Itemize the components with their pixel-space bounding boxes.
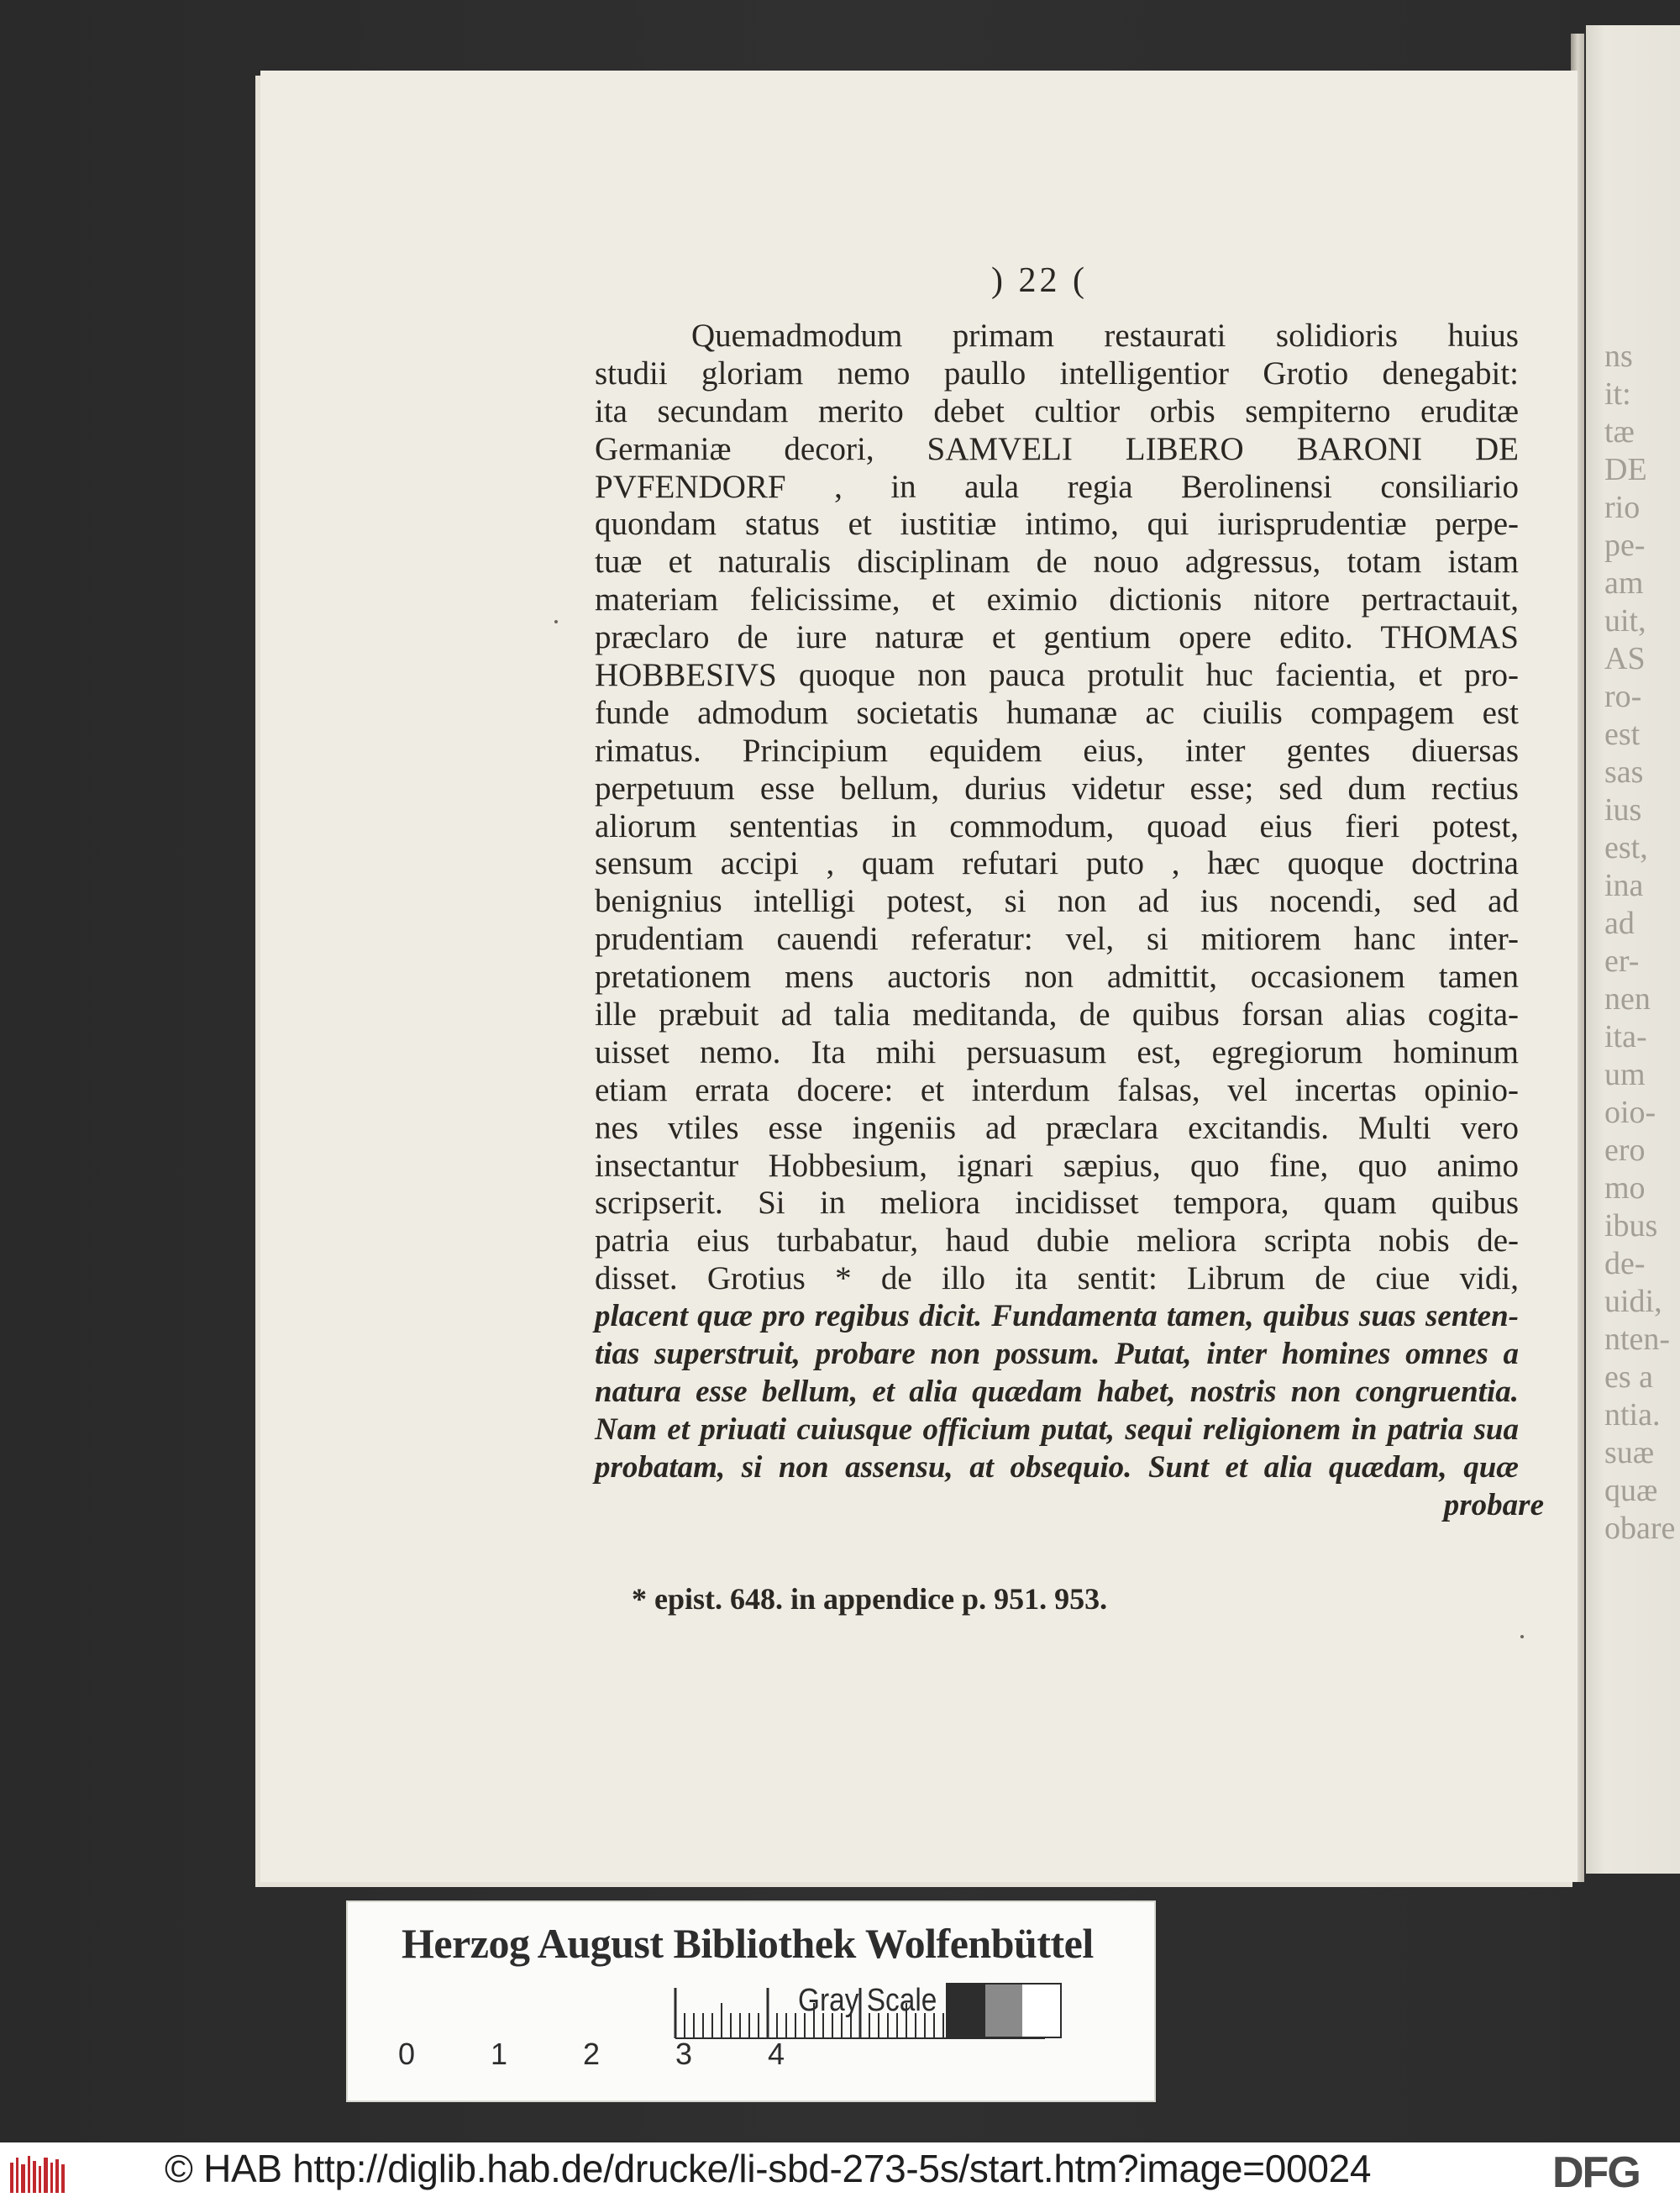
- grayscale-swatch: [948, 1985, 985, 2037]
- text-line: PVFENDORF , in aula regia Berolinensi consiliario: [595, 468, 1519, 505]
- text-line: patria eius turbabatur, haud dubie meliora scripta nobis de-: [595, 1222, 1519, 1259]
- page-number: ) 22 (: [991, 261, 1088, 300]
- text-line: tuæ et naturalis disciplinam de nouo adgressus, totam istam: [595, 544, 1519, 581]
- ink-speck: [554, 620, 558, 623]
- next-page-text-fragment: nen: [1604, 981, 1651, 1017]
- next-page-text-fragment: um: [1604, 1057, 1646, 1092]
- next-page-text-fragment: rio: [1604, 490, 1641, 525]
- next-page-text-fragment: am: [1604, 565, 1644, 601]
- next-page-text-fragment: est,: [1604, 830, 1648, 865]
- copyright-url[interactable]: © HAB http://diglib.hab.de/drucke/li-sbd-273-5s/start.htm?image=00024: [165, 2147, 1372, 2190]
- text-line: disset. Grotius * de illo ita sentit: Librum de ciue vidi,: [595, 1260, 1519, 1297]
- text-line: sensum accipi , quam refutari puto , hæc quoque doctrina: [595, 845, 1519, 882]
- text-line: probare: [1443, 1487, 1544, 1522]
- next-page-text-fragment: er-: [1604, 944, 1640, 979]
- grayscale-label: Gray Scale: [798, 1983, 937, 2018]
- grayscale-chart: [946, 1983, 1062, 2038]
- next-page-text-fragment: ns: [1604, 339, 1633, 374]
- next-page-text-fragment: ibus: [1604, 1208, 1658, 1243]
- next-page-text-fragment: suæ: [1604, 1435, 1655, 1470]
- text-line: ille præbuit ad talia meditanda, de quibus forsan alias cogita-: [595, 996, 1519, 1033]
- library-label: [346, 1900, 1156, 2102]
- next-page-text-fragment: AS: [1604, 641, 1646, 676]
- text-line: pretationem mens auctoris non admittit, occasionem tamen: [595, 959, 1519, 996]
- text-line: funde admodum societatis humanæ ac ciuilis compagem est: [595, 694, 1519, 731]
- text-line: præclaro de iure naturæ et gentium opere edito. THOMAS: [595, 619, 1519, 656]
- text-line: benignius intelligi potest, si non ad ius nocendi, sed ad: [595, 883, 1519, 920]
- text-line: rimatus. Principium equidem eius, inter gentes diuersas: [595, 732, 1519, 769]
- next-page-text-fragment: de-: [1604, 1246, 1646, 1281]
- text-line: materiam felicissime, et eximio dictionis nitore pertractauit,: [595, 581, 1519, 618]
- ruler-number: 3: [675, 2037, 693, 2071]
- next-page-text-fragment: est: [1604, 717, 1641, 752]
- ink-speck: [1520, 1635, 1524, 1638]
- next-page-text-fragment: sas: [1604, 754, 1644, 790]
- text-line: studii gloriam nemo paullo intelligentior Grotio denegabit:: [595, 355, 1519, 392]
- next-page-text-fragment: it:: [1604, 376, 1631, 412]
- library-name: Herzog August Bibliothek Wolfenbüttel: [402, 1920, 1094, 1967]
- next-page-text-fragment: uit,: [1604, 603, 1646, 639]
- text-line: etiam errata docere: et interdum falsas, vel incertas opinio-: [595, 1071, 1519, 1108]
- text-line: Quemadmodum primam restaurati solidioris huius: [691, 318, 1519, 354]
- text-line: aliorum sententias in commodum, quoad eius fieri potest,: [595, 807, 1519, 844]
- next-page-text-fragment: DE: [1604, 452, 1647, 487]
- next-page-text-fragment: ero: [1604, 1133, 1646, 1168]
- body-text: [595, 318, 1544, 1525]
- footnote: * epist. 648. in appendice p. 951. 953.: [632, 1582, 1108, 1616]
- hab-logo-icon: [8, 2154, 69, 2196]
- next-page-text-fragment: ad: [1604, 906, 1635, 941]
- next-page-text-fragment: nten-: [1604, 1322, 1671, 1357]
- dfg-logo: DFG: [1552, 2148, 1640, 2197]
- ruler-number: 4: [768, 2037, 785, 2071]
- text-line: quondam status et iustitiæ intimo, qui iurisprudentiæ perpe-: [595, 506, 1519, 543]
- footer-bar: [0, 2142, 1680, 2208]
- text-line: natura esse bellum, et alia quædam habet, nostris non congruentia.: [595, 1374, 1519, 1409]
- text-line: tias superstruit, probare non possum. Putat, inter homines omnes a: [595, 1337, 1519, 1372]
- next-page-text-fragment: oio-: [1604, 1095, 1656, 1130]
- next-page-text-fragment: ita-: [1604, 1019, 1647, 1054]
- next-page-text-fragment: ntia.: [1604, 1397, 1661, 1433]
- next-page-text-fragment: mo: [1604, 1170, 1646, 1206]
- next-page-text-fragment: es a: [1604, 1359, 1654, 1395]
- text-line: perpetuum esse bellum, durius videtur esse; sed dum rectius: [595, 770, 1519, 807]
- text-line: nes vtiles esse ingeniis ad præclara excitandis. Multi vero: [595, 1109, 1519, 1146]
- next-page-text-fragment: ina: [1604, 868, 1644, 903]
- next-page-text-fragment: tæ: [1604, 414, 1635, 449]
- ruler-number: 1: [491, 2037, 508, 2071]
- text-line: HOBBESIVS quoque non pauca protulit huc facientia, et pro-: [595, 657, 1519, 694]
- ruler-number: 0: [398, 2037, 416, 2071]
- text-line: uisset nemo. Ita mihi persuasum est, egregiorum hominum: [595, 1033, 1519, 1070]
- next-page-text-fragment: obare: [1604, 1511, 1676, 1546]
- next-page-text-fragment: ius: [1604, 792, 1642, 828]
- next-page-text-fragment: quæ: [1604, 1473, 1658, 1508]
- next-page-edge: [1586, 25, 1680, 1874]
- text-line: probatam, si non assensu, at obsequio. Sunt et alia quædam, quæ: [595, 1449, 1519, 1485]
- next-page-text-fragment: pe-: [1604, 528, 1646, 563]
- ruler-number: 2: [583, 2037, 601, 2071]
- next-page-text-fragment: uidi,: [1604, 1284, 1662, 1319]
- next-page-text-fragment: ro-: [1604, 679, 1642, 714]
- grayscale-swatch: [985, 1985, 1023, 2037]
- text-line: Germaniæ decori, SAMVELI LIBERO BARONI DE: [595, 430, 1519, 467]
- text-line: prudentiam cauendi referatur: vel, si mitiorem hanc inter-: [595, 921, 1519, 958]
- text-line: ita secundam merito debet cultior orbis sempiterno eruditæ: [595, 392, 1519, 429]
- text-line: Nam et priuati cuiusque officium putat, sequi religionem in patria sua: [595, 1412, 1519, 1447]
- text-line: scripserit. Si in meliora incidisset tempora, quam quibus: [595, 1185, 1519, 1222]
- text-line: placent quæ pro regibus dicit. Fundamenta tamen, quibus suas senten-: [595, 1299, 1519, 1334]
- text-line: insectantur Hobbesium, ignari sæpius, quo fine, quo animo: [595, 1147, 1519, 1184]
- grayscale-swatch: [1022, 1985, 1060, 2037]
